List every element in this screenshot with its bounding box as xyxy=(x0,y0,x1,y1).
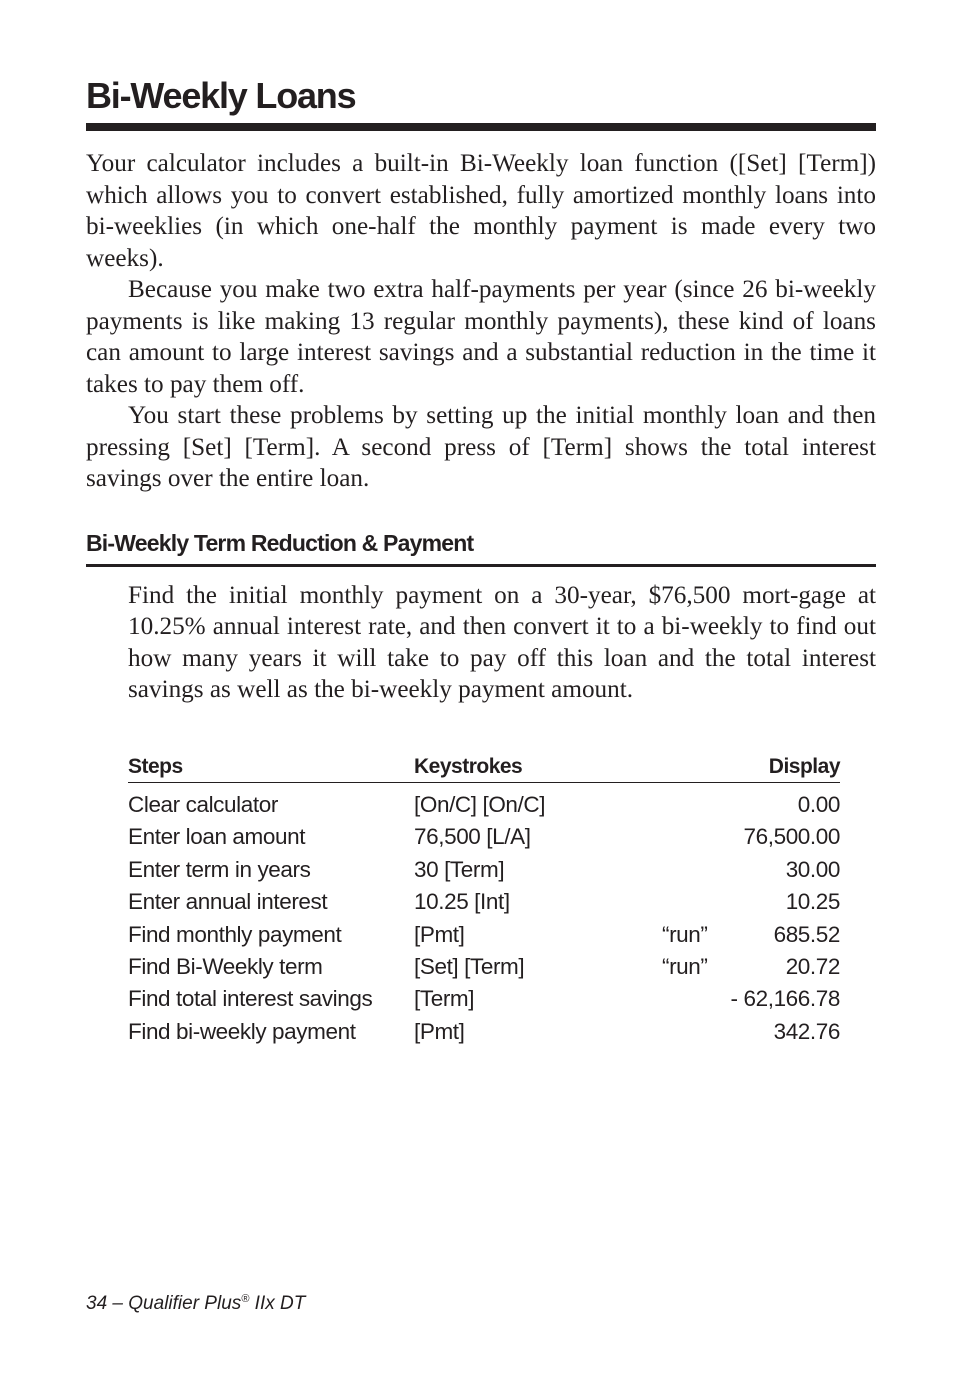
intro-paragraph-1: Your calculator includes a built-in Bi-Weekly loan function ([Set] [Term]) which allows you to convert established, fully amortized monthly loans into bi-weeklies (in which one-half the monthly payment is made every two weeks). xyxy=(86,150,876,272)
header-steps: Steps xyxy=(128,755,183,778)
keystroke-cell: 30 [Term] xyxy=(414,856,505,882)
page-number: 34 xyxy=(86,1293,108,1314)
step-cell: Find Bi-Weekly term xyxy=(128,953,323,979)
problem-statement: Find the initial monthly payment on a 30-year, $76,500 mort-gage at 10.25% annual interest rate, and then convert it to a bi-weekly to find out how many years it will take to pay off this loan and the total interest savings as well as the bi-weekly payment amount. xyxy=(128,582,876,704)
step-cell: Enter loan amount xyxy=(128,824,306,850)
run-note: “run” xyxy=(662,921,708,947)
keystroke-cell: 10.25 [Int] xyxy=(414,889,510,915)
table-body xyxy=(128,789,840,1048)
intro-paragraph-2: Because you make two extra half-payments per year (since 26 bi-weekly payments is like making 13 regular monthly payments), these kind of loans can amount to large interest savings and a substantial reduction in the time it takes to pay them off. xyxy=(86,276,876,398)
section-rule xyxy=(86,564,876,567)
registered-mark: ® xyxy=(241,1293,250,1305)
table-row xyxy=(128,789,840,821)
step-cell: Find monthly payment xyxy=(128,921,342,947)
page-title: Bi-Weekly Loans xyxy=(86,75,356,116)
page-footer xyxy=(86,1286,305,1317)
step-cell: Enter term in years xyxy=(128,856,311,882)
table-row xyxy=(128,1016,840,1048)
keystroke-cell: 76,500 [L/A] xyxy=(414,824,531,850)
step-cell: Find bi-weekly payment xyxy=(128,1018,356,1044)
section-heading: Bi-Weekly Term Reduction & Payment xyxy=(86,530,474,556)
table-row xyxy=(128,886,840,918)
table-row xyxy=(128,821,840,853)
product-name: Qualifier Plus xyxy=(128,1293,242,1314)
title-rule xyxy=(86,123,876,131)
manual-page xyxy=(86,0,876,1390)
keystroke-cell: [Set] [Term] xyxy=(414,953,525,979)
table-header xyxy=(128,752,840,783)
table-row xyxy=(128,951,840,983)
footer-separator: – xyxy=(112,1293,123,1314)
display-value: 342.76 xyxy=(773,1018,840,1044)
keystroke-cell: [On/C] [On/C] xyxy=(414,792,546,817)
step-cell: Find total interest savings xyxy=(128,986,373,1012)
display-value: 685.52 xyxy=(773,921,840,947)
header-keystrokes: Keystrokes xyxy=(414,755,523,778)
display-value: 20.72 xyxy=(785,953,840,979)
keystroke-cell: [Pmt] xyxy=(414,1018,465,1044)
header-display: Display xyxy=(768,755,840,778)
intro-text xyxy=(86,148,876,495)
table-row xyxy=(128,983,840,1015)
keystroke-cell: [Term] xyxy=(414,986,475,1012)
intro-paragraph-3: You start these problems by setting up the initial monthly loan and then pressing [Set] [Term]. A second press of [Term] shows the total interest savings over the entire loan. xyxy=(86,402,876,492)
display-value: 0.00 xyxy=(797,792,840,817)
keystroke-table xyxy=(128,752,840,1042)
table-row xyxy=(128,854,840,886)
display-value: 10.25 xyxy=(785,889,840,915)
display-value: 76,500.00 xyxy=(743,824,840,850)
keystroke-cell: [Pmt] xyxy=(414,921,465,947)
step-cell: Enter annual interest xyxy=(128,889,328,915)
step-cell: Clear calculator xyxy=(128,792,278,817)
run-note: “run” xyxy=(662,953,708,979)
table-row xyxy=(128,919,840,951)
display-value: - 62,166.78 xyxy=(730,986,840,1012)
product-model: IIx DT xyxy=(254,1293,306,1314)
display-value: 30.00 xyxy=(785,856,840,882)
